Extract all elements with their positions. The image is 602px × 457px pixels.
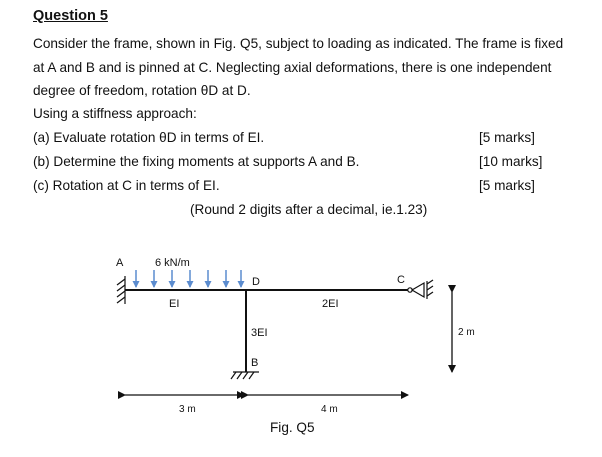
distributed-load [136, 270, 241, 287]
dim-label-height: 2 m [458, 327, 475, 338]
label-ei-dc: 2EI [322, 298, 339, 310]
figure-caption: Fig. Q5 [270, 420, 315, 435]
part-b-text: (b) Determine the fixing moments at supports A and B. [33, 154, 360, 169]
approach-text: Using a stiffness approach: [33, 106, 197, 121]
part-c-marks: [5 marks] [479, 178, 535, 193]
label-load: 6 kN/m [155, 257, 190, 269]
part-b-marks: [10 marks] [479, 154, 543, 169]
question-intro: Consider the frame, shown in Fig. Q5, subject to loading as indicated. The frame is fixed at A and B and is pinned at C. Neglecting axial deformations, there is one independent degree of freedom, rotation θD at D. [33, 36, 564, 98]
question-title: Question 5 [33, 8, 108, 24]
dim-label-ad: 3 m [179, 404, 196, 415]
pin-support-c [408, 280, 433, 299]
rounding-note: (Round 2 digits after a decimal, ie.1.23) [190, 202, 428, 217]
label-c: C [397, 274, 405, 286]
fixed-support-b [231, 372, 259, 379]
label-ei-bd: 3EI [251, 327, 268, 339]
part-a-marks: [5 marks] [479, 130, 535, 145]
label-d: D [252, 276, 260, 288]
label-ei-ad: EI [169, 298, 180, 310]
fixed-support-a [117, 276, 125, 304]
part-a-text: (a) Evaluate rotation θD in terms of EI. [33, 130, 265, 145]
label-a: A [116, 257, 124, 269]
label-b: B [251, 357, 259, 369]
part-c-text: (c) Rotation at C in terms of EI. [33, 178, 220, 193]
dim-label-dc: 4 m [321, 404, 338, 415]
